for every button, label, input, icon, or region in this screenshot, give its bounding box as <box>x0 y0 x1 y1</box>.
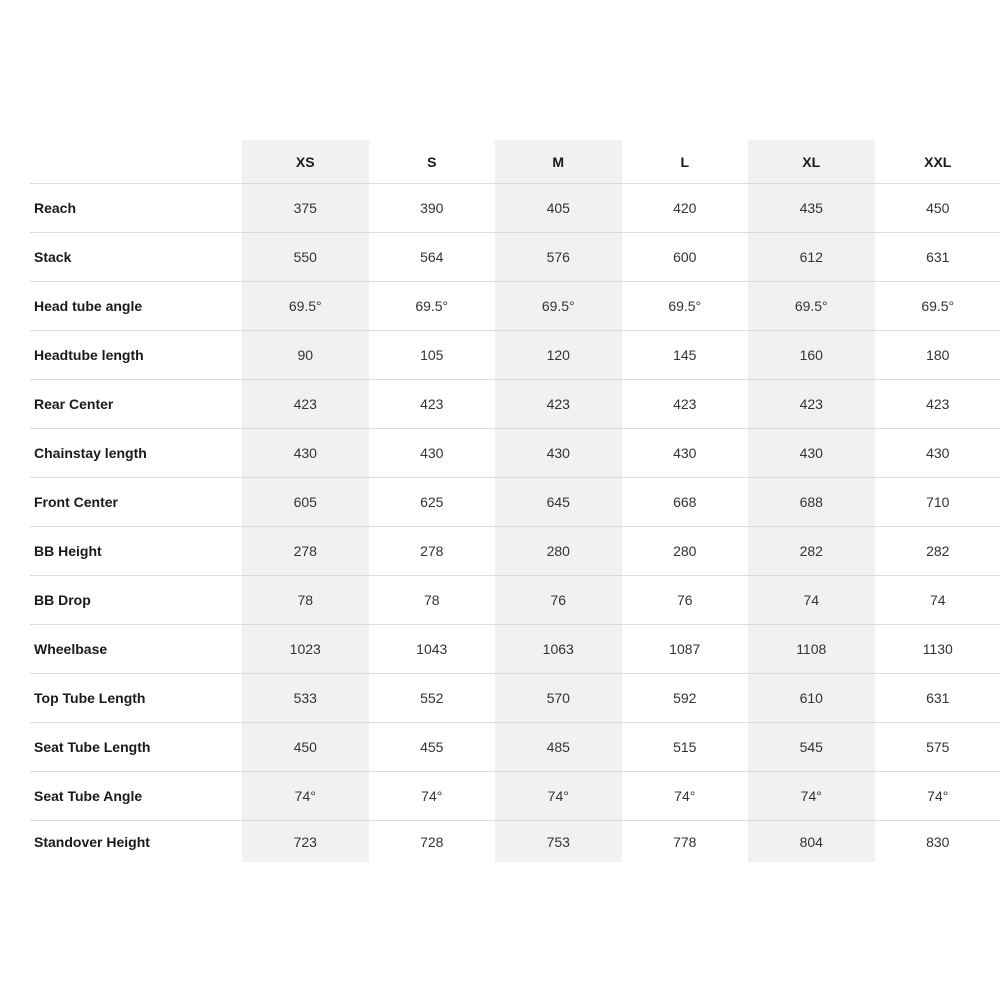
table-row <box>30 821 1000 863</box>
table-row <box>30 184 1000 233</box>
table-cell: 69.5° <box>875 282 1000 331</box>
table-cell: 545 <box>748 723 875 772</box>
table-row <box>30 576 1000 625</box>
table-cell: 76 <box>622 576 749 625</box>
row-label: Chainstay length <box>30 429 242 478</box>
table-cell: 76 <box>495 576 622 625</box>
table-cell: 668 <box>622 478 749 527</box>
table-cell: 180 <box>875 331 1000 380</box>
row-label: Head tube angle <box>30 282 242 331</box>
table-cell: 1087 <box>622 625 749 674</box>
table-cell: 90 <box>242 331 369 380</box>
table-cell: 278 <box>369 527 496 576</box>
table-cell: 282 <box>875 527 1000 576</box>
table-cell: 69.5° <box>748 282 875 331</box>
table-cell: 552 <box>369 674 496 723</box>
table-cell: 688 <box>748 478 875 527</box>
table-row <box>30 380 1000 429</box>
table-cell: 435 <box>748 184 875 233</box>
table-cell: 600 <box>622 233 749 282</box>
header-corner <box>30 140 242 184</box>
table-cell: 423 <box>369 380 496 429</box>
table-cell: 625 <box>369 478 496 527</box>
table-cell: 610 <box>748 674 875 723</box>
table-cell: 430 <box>875 429 1000 478</box>
table-cell: 430 <box>622 429 749 478</box>
row-label: Reach <box>30 184 242 233</box>
table-cell: 645 <box>495 478 622 527</box>
table-cell: 592 <box>622 674 749 723</box>
table-row <box>30 674 1000 723</box>
table-cell: 550 <box>242 233 369 282</box>
table-cell: 1063 <box>495 625 622 674</box>
table-cell: 160 <box>748 331 875 380</box>
row-label: Wheelbase <box>30 625 242 674</box>
table-cell: 430 <box>369 429 496 478</box>
table-cell: 450 <box>242 723 369 772</box>
table-cell: 78 <box>369 576 496 625</box>
table-cell: 533 <box>242 674 369 723</box>
table-cell: 74° <box>495 772 622 821</box>
table-row <box>30 527 1000 576</box>
table-cell: 282 <box>748 527 875 576</box>
geometry-table <box>30 140 1000 862</box>
table-cell: 564 <box>369 233 496 282</box>
table-cell: 120 <box>495 331 622 380</box>
size-header-l: L <box>622 140 749 184</box>
header-row <box>30 140 1000 184</box>
size-header-s: S <box>369 140 496 184</box>
table-cell: 753 <box>546 833 570 850</box>
table-cell: 74° <box>369 772 496 821</box>
table-cell: 423 <box>495 380 622 429</box>
table-cell: 450 <box>875 184 1000 233</box>
table-cell: 778 <box>673 833 697 850</box>
table-cell: 280 <box>495 527 622 576</box>
table-cell: 423 <box>875 380 1000 429</box>
table-row <box>30 723 1000 772</box>
row-label: Seat Tube Length <box>30 723 242 772</box>
table-cell: 430 <box>242 429 369 478</box>
table-row <box>30 233 1000 282</box>
row-label: BB Drop <box>30 576 242 625</box>
row-label: Standover Height <box>34 833 150 850</box>
row-label: Headtube length <box>30 331 242 380</box>
table-cell: 515 <box>622 723 749 772</box>
table-row <box>30 478 1000 527</box>
table-cell: 74° <box>242 772 369 821</box>
table-cell: 575 <box>875 723 1000 772</box>
table-cell: 74 <box>748 576 875 625</box>
table-cell: 723 <box>293 833 317 850</box>
table-cell: 390 <box>369 184 496 233</box>
table-row <box>30 282 1000 331</box>
row-label: Rear Center <box>30 380 242 429</box>
table-row <box>30 331 1000 380</box>
row-label: Stack <box>30 233 242 282</box>
table-cell: 423 <box>748 380 875 429</box>
size-header-xl: XL <box>748 140 875 184</box>
table-cell: 105 <box>369 331 496 380</box>
table-cell: 74 <box>875 576 1000 625</box>
table-cell: 728 <box>420 833 444 850</box>
table-cell: 1130 <box>875 625 1000 674</box>
table-cell: 1108 <box>748 625 875 674</box>
size-header-xs: XS <box>242 140 369 184</box>
table-cell: 631 <box>875 233 1000 282</box>
size-header-m: M <box>495 140 622 184</box>
table-cell: 1043 <box>369 625 496 674</box>
table-cell: 145 <box>622 331 749 380</box>
table-cell: 710 <box>875 478 1000 527</box>
table-cell: 430 <box>748 429 875 478</box>
table-cell: 576 <box>495 233 622 282</box>
table-cell: 455 <box>369 723 496 772</box>
table-cell: 375 <box>242 184 369 233</box>
table-cell: 830 <box>926 833 950 850</box>
table-cell: 804 <box>799 833 823 850</box>
table-cell: 69.5° <box>242 282 369 331</box>
table-cell: 485 <box>495 723 622 772</box>
table-row <box>30 772 1000 821</box>
table-cell: 631 <box>875 674 1000 723</box>
table-cell: 74° <box>622 772 749 821</box>
table-cell: 612 <box>748 233 875 282</box>
table-cell: 69.5° <box>369 282 496 331</box>
table-cell: 278 <box>242 527 369 576</box>
table-cell: 420 <box>622 184 749 233</box>
table-cell: 69.5° <box>622 282 749 331</box>
table-cell: 74° <box>875 772 1000 821</box>
row-label: Front Center <box>30 478 242 527</box>
row-label: Seat Tube Angle <box>30 772 242 821</box>
table-cell: 74° <box>748 772 875 821</box>
row-label: BB Height <box>30 527 242 576</box>
table-cell: 430 <box>495 429 622 478</box>
table-cell: 423 <box>242 380 369 429</box>
table-cell: 1023 <box>242 625 369 674</box>
table-cell: 605 <box>242 478 369 527</box>
size-header-xxl: XXL <box>875 140 1000 184</box>
table-cell: 78 <box>242 576 369 625</box>
table-cell: 423 <box>622 380 749 429</box>
table-cell: 69.5° <box>495 282 622 331</box>
row-label: Top Tube Length <box>30 674 242 723</box>
table-row <box>30 625 1000 674</box>
table-row <box>30 429 1000 478</box>
table-cell: 570 <box>495 674 622 723</box>
table-cell: 405 <box>495 184 622 233</box>
table-cell: 280 <box>622 527 749 576</box>
